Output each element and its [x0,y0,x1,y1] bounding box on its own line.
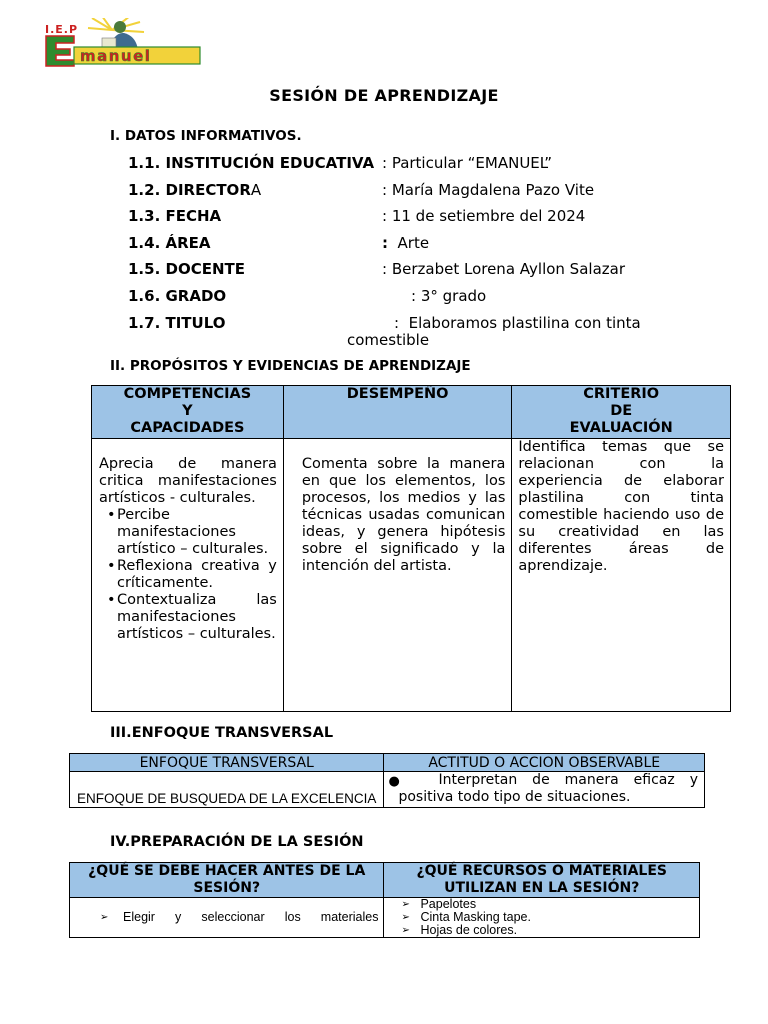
info-value [382,234,429,252]
list-item: • Reflexiona creativa y críticamente. [117,558,277,592]
cell-desempeno [283,439,512,712]
competencies-table [91,385,731,712]
info-value: : María Magdalena Pazo Vite [382,181,595,199]
info-row-grado [128,287,487,307]
arrow-bullet-icon: ➢ [401,912,410,923]
info-label: 1.1. INSTITUCIÓN EDUCATIVA [128,154,375,172]
preparation-table [69,862,700,938]
list-item: • Contextualiza las manifestaciones artísticos – culturales. [117,592,277,643]
header-text: DESEMPEÑO [346,386,449,402]
logo-name-text: manuel [80,47,152,65]
section-preparacion-heading: IV.PREPARACIÓN DE LA SESIÓN [110,834,364,850]
header-competencias [92,386,284,439]
criterio-text: Identifica temas que se relacionan con la experiencia de elaborar plastilina con tinta comestible haciendo uso de su creatividad en las diferentes áreas de aprendizaje. [518,439,724,574]
list-item-text: Cinta Masking tape. [420,910,531,924]
section-enfoque-heading: III.ENFOQUE TRANSVERSAL [110,725,334,741]
enfoque-table [69,753,705,808]
info-label: 1.5. DOCENTE [128,260,245,278]
info-row-docente [128,260,625,280]
enfoque-cell: ENFOQUE DE BUSQUEDA DE LA EXCELENCIA [70,772,384,808]
info-label: 1.4. ÁREA [128,234,211,252]
document-title: SESIÓN DE APRENDIZAJE [269,86,499,105]
info-label: 1.2. DIRECTOR [128,181,251,199]
list-item-text: Hojas de colores. [420,923,518,937]
actitud-cell [384,772,705,808]
arrow-bullet-icon: ➢ [100,912,109,923]
info-colon: : [382,234,388,252]
arrow-bullet-icon: ➢ [401,899,410,910]
resources-cell [384,898,700,938]
info-label-suffix: A [250,181,262,199]
section-datos-heading: I. DATOS INFORMATIVOS. [110,128,302,144]
info-value: : Particular “EMANUEL” [382,154,552,172]
before-cell [70,898,384,938]
info-row-fecha [128,207,586,227]
header-text: ¿QUÉ RECURSOS O MATERIALES UTILIZAN EN LA SESIÓN? [416,863,667,896]
capacities-list [99,507,277,643]
list-item [70,911,383,924]
info-value: : Berzabet Lorena Ayllon Salazar [382,260,625,278]
info-value: : 3° grado [411,287,487,305]
bullet-icon: ● [388,774,400,789]
header-desempeno [283,386,512,439]
arrow-bullet-icon: ➢ [401,925,410,936]
actitud-text: Interpretan de manera eficaz y positiva todo tipo de situaciones. [398,772,698,805]
cell-criterio [512,439,731,712]
list-item [384,924,699,937]
before-list [70,911,383,924]
header-text: COMPETENCIAS Y CAPACIDADES [123,386,252,436]
header-antes [70,863,384,898]
info-label: 1.3. FECHA [128,207,222,225]
header-criterio [512,386,731,439]
resources-list [384,898,699,937]
cell-competencias [92,439,284,712]
desempeno-text: Comenta sobre la manera en que los elementos, los procesos, los medios y las técnicas usadas comunican ideas, y genera hipótesis sobre el significado y la intención del artista. [301,456,506,574]
list-item-text: Papelotes [420,897,477,911]
info-label: 1.6. GRADO [128,287,227,305]
header-text: ¿QUÉ SE DEBE HACER ANTES DE LA SESIÓN? [88,863,366,896]
info-value-continuation: comestible [347,331,430,349]
header-text: CRITERIO DE EVALUACIÓN [569,386,673,436]
info-row-area [128,234,430,254]
header-recursos [384,863,700,898]
info-row-titulo [128,314,641,334]
info-label: 1.7. TITULO [128,314,226,332]
info-value-text: Arte [388,234,430,252]
info-row-institucion [128,154,552,174]
header-actitud: ACTITUD O ACCION OBSERVABLE [384,754,705,772]
person-illustration-icon [102,21,138,50]
info-value: : 11 de setiembre del 2024 [382,207,586,225]
competency-intro: Aprecia de manera critica manifestaciones artísticos - culturales. [99,456,277,506]
logo-top-text: I.E.P [45,23,79,36]
header-enfoque: ENFOQUE TRANSVERSAL [70,754,384,772]
info-value: : Elaboramos plastilina con tinta [394,314,641,332]
section-propositos-heading: II. PROPÓSITOS Y EVIDENCIAS DE APRENDIZAJE [110,358,471,374]
list-item-text: Elegir y seleccionar los materiales [123,910,379,924]
school-logo [40,18,205,68]
list-item: • Percibe manifestaciones artístico – culturales. [117,507,277,558]
info-row-directora [128,181,595,201]
